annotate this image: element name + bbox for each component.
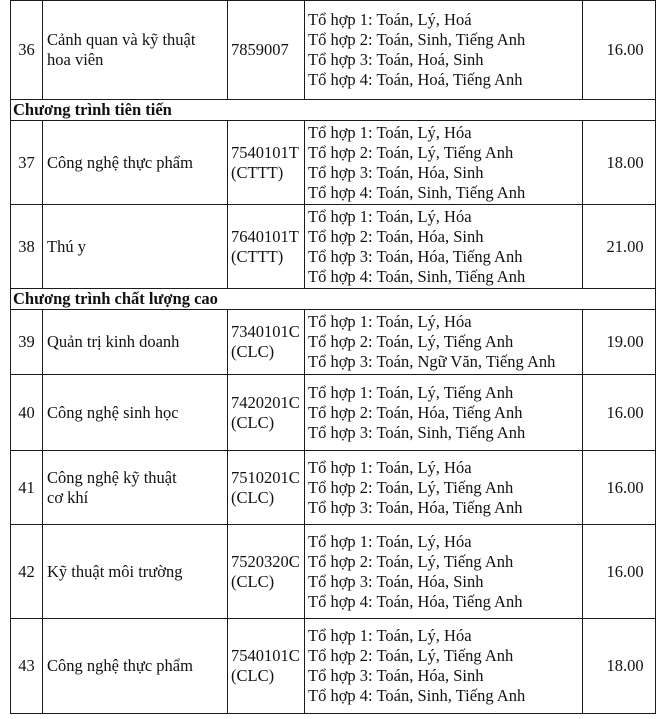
major-code [228,525,305,619]
section-header-row [11,289,656,310]
subject-combination-line: Tổ hợp 4: Toán, Sinh, Tiếng Anh [308,266,526,286]
major-code [228,1,305,100]
admission-score: 16.00 [583,525,656,619]
subject-combination-line: Tổ hợp 3: Toán, Hóa, Tiếng Anh [308,497,523,517]
major-code-line: 7640101T [231,226,299,246]
major-code [228,310,305,375]
admission-score: 21.00 [583,205,656,289]
admission-score: 18.00 [583,619,656,714]
subject-combination-line: Tổ hợp 1: Toán, Lý, Hóa [308,457,472,477]
major-name [43,205,228,289]
major-name-line: Công nghệ thực phẩm [47,656,193,675]
subject-combination-line: Tổ hợp 3: Toán, Hoá, Sinh [308,50,484,69]
subject-combination-line: Tổ hợp 2: Toán, Hóa, Tiếng Anh [308,402,523,422]
subject-combination-line: Tổ hợp 3: Toán, Hóa, Sinh [308,162,484,182]
major-code-line: (CLC) [231,666,275,685]
row-number: 42 [11,525,43,619]
major-name [43,451,228,525]
major-code-line: 7510201C [231,467,300,487]
major-code-line: 7540101T [231,142,299,162]
subject-combination-line: Tổ hợp 3: Toán, Ngữ Văn, Tiếng Anh [308,352,556,371]
subject-combinations [305,205,583,289]
subject-combinations [305,1,583,100]
section-header-row [11,100,656,121]
major-code-line: 7859007 [231,40,289,59]
admission-score: 16.00 [583,1,656,100]
major-name [43,619,228,714]
major-name-line: Công nghệ kỹ thuật [47,467,177,487]
row-number: 39 [11,310,43,375]
major-code-line: 7340101C [231,322,300,341]
major-name [43,310,228,375]
table-body [11,1,656,714]
major-code-line: 7420201C [231,392,300,412]
row-number: 43 [11,619,43,714]
subject-combinations [305,121,583,205]
major-name-line: Công nghệ thực phẩm [47,152,193,172]
major-name-line: Thú y [47,236,86,256]
major-name [43,525,228,619]
subject-combinations [305,451,583,525]
major-code-line: (CLC) [231,571,275,591]
major-code-line: (CTTT) [231,162,284,182]
subject-combination-line: Tổ hợp 4: Toán, Sinh, Tiếng Anh [308,686,526,705]
subject-combination-line: Tổ hợp 1: Toán, Lý, Hóa [308,312,472,331]
subject-combination-line: Tổ hợp 2: Toán, Lý, Tiếng Anh [308,551,514,571]
major-code-line: (CLC) [231,412,275,432]
subject-combination-line: Tổ hợp 2: Toán, Sinh, Tiếng Anh [308,30,526,49]
major-name [43,121,228,205]
major-code-line: 7540101C [231,646,300,665]
subject-combination-line: Tổ hợp 2: Toán, Lý, Tiếng Anh [308,142,514,162]
table-row [11,525,656,619]
subject-combination-line: Tổ hợp 1: Toán, Lý, Hóa [308,206,472,226]
table-row [11,619,656,714]
major-code-line: (CLC) [231,487,275,507]
major-code [228,375,305,451]
major-name-line: hoa viên [47,50,104,69]
subject-combination-line: Tổ hợp 3: Toán, Hóa, Sinh [308,571,484,591]
subject-combination-line: Tổ hợp 1: Toán, Lý, Tiếng Anh [308,382,514,402]
table-row [11,310,656,375]
row-number: 38 [11,205,43,289]
major-name-line: Công nghệ sinh học [47,402,179,422]
admission-score: 18.00 [583,121,656,205]
major-code [228,451,305,525]
admission-score-table [10,0,656,714]
row-number: 37 [11,121,43,205]
subject-combinations [305,619,583,714]
row-number: 41 [11,451,43,525]
subject-combination-line: Tổ hợp 3: Toán, Sinh, Tiếng Anh [308,422,526,442]
major-code-line: (CLC) [231,342,275,361]
table-row [11,205,656,289]
major-code [228,205,305,289]
subject-combination-line: Tổ hợp 1: Toán, Lý, Hóa [308,626,472,645]
subject-combination-line: Tổ hợp 1: Toán, Lý, Hóa [308,122,472,142]
subject-combinations [305,310,583,375]
major-name [43,1,228,100]
subject-combinations [305,525,583,619]
major-code-line: (CTTT) [231,246,284,266]
subject-combinations [305,375,583,451]
section-title: Chương trình chất lượng cao [11,289,656,310]
subject-combination-line: Tổ hợp 1: Toán, Lý, Hoá [308,10,472,29]
subject-combination-line: Tổ hợp 1: Toán, Lý, Hóa [308,531,472,551]
table-row [11,451,656,525]
row-number: 40 [11,375,43,451]
subject-combination-line: Tổ hợp 4: Toán, Sinh, Tiếng Anh [308,182,526,202]
subject-combination-line: Tổ hợp 2: Toán, Lý, Tiếng Anh [308,646,514,665]
section-title: Chương trình tiên tiến [11,100,656,121]
table-row [11,375,656,451]
subject-combination-line: Tổ hợp 2: Toán, Hóa, Sinh [308,226,484,246]
subject-combination-line: Tổ hợp 2: Toán, Lý, Tiếng Anh [308,332,514,351]
admission-score: 16.00 [583,375,656,451]
subject-combination-line: Tổ hợp 3: Toán, Hóa, Sinh [308,666,484,685]
subject-combination-line: Tổ hợp 4: Toán, Hoá, Tiếng Anh [308,70,523,89]
admission-score: 16.00 [583,451,656,525]
subject-combination-line: Tổ hợp 4: Toán, Hóa, Tiếng Anh [308,591,523,611]
table-row [11,1,656,100]
subject-combination-line: Tổ hợp 2: Toán, Lý, Tiếng Anh [308,477,514,497]
major-name [43,375,228,451]
table-row [11,121,656,205]
major-code-line: 7520320C [231,551,300,571]
major-name-line: Cảnh quan và kỹ thuật [47,30,196,49]
major-name-line: cơ khí [47,487,89,507]
row-number: 36 [11,1,43,100]
subject-combination-line: Tổ hợp 3: Toán, Hóa, Tiếng Anh [308,246,523,266]
major-name-line: Quản trị kinh doanh [47,332,180,351]
major-code [228,619,305,714]
admission-score: 19.00 [583,310,656,375]
major-name-line: Kỹ thuật môi trường [47,561,183,581]
major-code [228,121,305,205]
